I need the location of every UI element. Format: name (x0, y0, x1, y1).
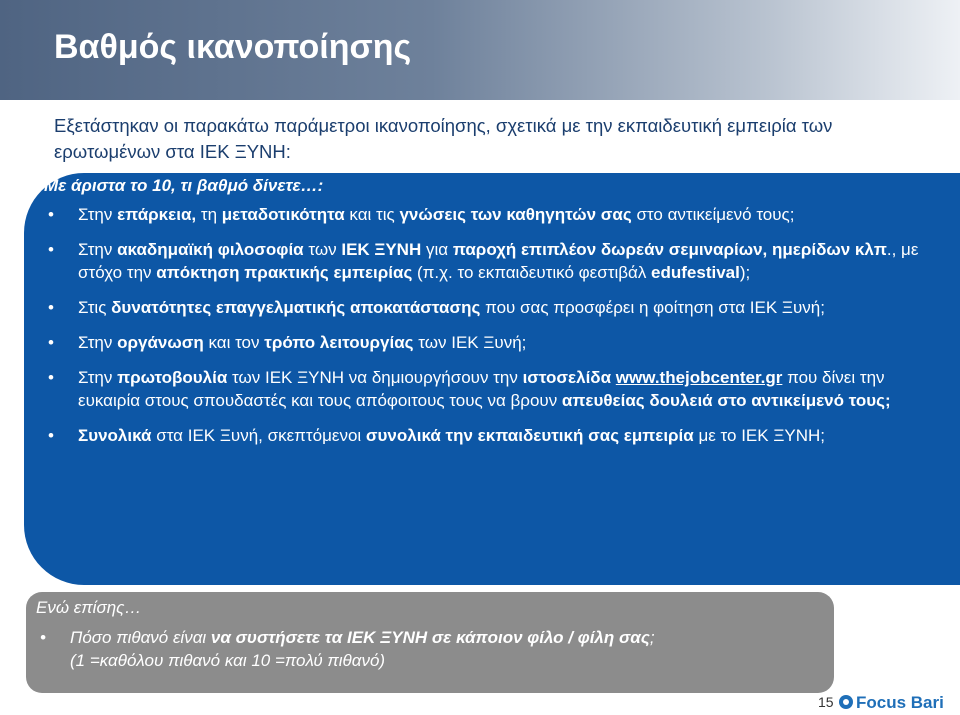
bullet-icon: • (48, 240, 54, 259)
criteria-panel (24, 173, 960, 585)
list-item: • Πόσο πιθανό είναι να συστήσετε τα ΙΕΚ ΞΥΝΗ σε κάποιον φίλο / φίλη σας; (1 =καθόλου πιθανό και 10 =πολύ πιθανό) (40, 628, 655, 670)
list-item: • Στην ακαδημαϊκή φιλοσοφία των ΙΕΚ ΞΥΝΗ για παροχή επιπλέον δωρεάν σεμιναρίων, ημερίδων κλπ., με στόχο την απόκτηση πρακτικής εμπειρίας (π.χ. το εκπαιδευτικό φεστιβάλ edufestival); (48, 240, 919, 282)
bullet-icon: • (40, 628, 46, 647)
additional-panel (26, 592, 834, 693)
criteria-heading: Με άριστα το 10, τι βαθμό δίνετε…: (44, 176, 324, 195)
list-item: • Στην επάρκεια, τη μεταδοτικότητα και τις γνώσεις των καθηγητών σας στο αντικείμενό τους; (48, 205, 795, 224)
bullet-icon: • (48, 368, 54, 387)
bullet-icon: • (48, 298, 54, 317)
bullet-icon: • (48, 205, 54, 224)
list-item: • Στην οργάνωση και τον τρόπο λειτουργίας των ΙΕΚ Ξυνή; (48, 333, 527, 352)
bullet-icon: • (48, 333, 54, 352)
focus-bari-logo (838, 691, 952, 713)
list-item: • Στην πρωτοβουλία των ΙΕΚ ΞΥΝΗ να δημιουργήσουν την ιστοσελίδα www.thejobcenter.gr που δίνει την ευκαιρία στους σπουδαστές και τους απόφοιτους τους να βρουν απευθείας δουλειά στο αντικείμενό τους; (48, 368, 891, 410)
list-item: • Στις δυνατότητες επαγγελματικής αποκατάστασης που σας προσφέρει η φοίτηση στα ΙΕΚ Ξυνή; (48, 298, 825, 317)
criteria-list (44, 203, 932, 447)
intro-text: Εξετάστηκαν οι παρακάτω παράμετροι ικανοποίησης, σχετικά με την εκπαιδευτική εμπειρία των ερωτωμένων στα ΙΕΚ ΞΥΝΗ: (54, 115, 833, 162)
website-link[interactable]: www.thejobcenter.gr (615, 368, 783, 387)
additional-heading: Ενώ επίσης… (36, 598, 142, 617)
slide-title: Βαθμός ικανοποίησης (54, 28, 412, 66)
svg-text:Focus Bari: Focus Bari (856, 693, 944, 712)
page-number: 15 (818, 694, 834, 710)
list-item: • Συνολικά στα ΙΕΚ Ξυνή, σκεπτόμενοι συνολικά την εκπαιδευτική σας εμπειρία με το ΙΕΚ ΞΥΝΗ; (48, 426, 825, 445)
bullet-icon: • (48, 426, 54, 445)
